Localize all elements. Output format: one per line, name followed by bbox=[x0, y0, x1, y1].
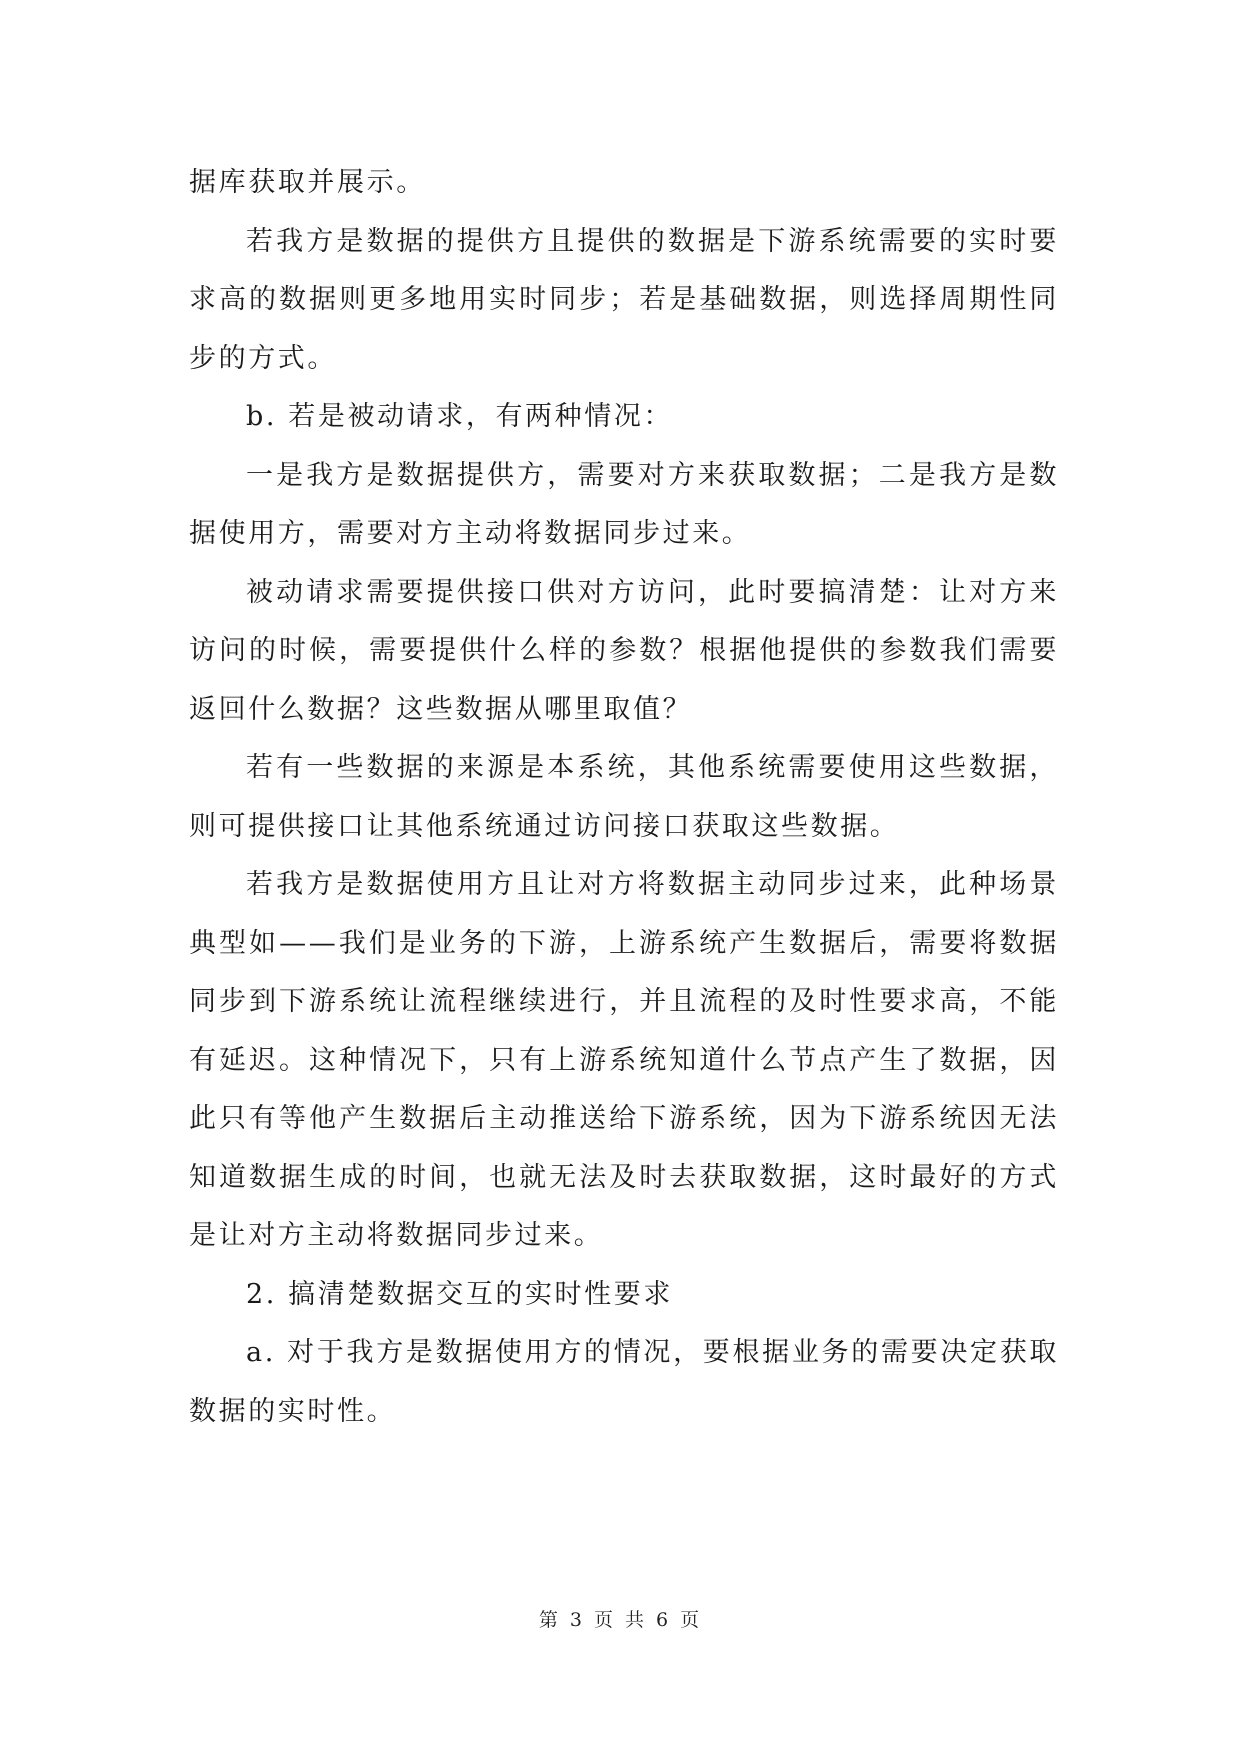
paragraph-8: 2. 搞清楚数据交互的实时性要求 bbox=[246, 1278, 673, 1310]
body-text bbox=[189, 154, 1059, 1441]
page-footer: 第 3 页 共 6 页 bbox=[538, 1609, 703, 1631]
paragraph-4: 一是我方是数据提供方，需要对方来获取数据；二是我方是数据使用方，需要对方主动将数据同步过来。 bbox=[189, 459, 1059, 549]
paragraph-1: 据库获取并展示。 bbox=[189, 167, 426, 198]
paragraph-5: 被动请求需要提供接口供对方访问，此时要搞清楚：让对方来访问的时候，需要提供什么样的参数？根据他提供的参数我们需要返回什么数据？这些数据从哪里取值？ bbox=[189, 576, 1059, 725]
paragraph-2: 若我方是数据的提供方且提供的数据是下游系统需要的实时要求高的数据则更多地用实时同步；若是基础数据，则选择周期性同步的方式。 bbox=[189, 225, 1059, 374]
paragraph-3: b. 若是被动请求，有两种情况： bbox=[246, 401, 674, 432]
paragraph-6: 若有一些数据的来源是本系统，其他系统需要使用这些数据，则可提供接口让其他系统通过访问接口获取这些数据。 bbox=[189, 752, 1059, 842]
paragraph-7: 若我方是数据使用方且让对方将数据主动同步过来，此种场景典型如——我们是业务的下游，上游系统产生数据后，需要将数据同步到下游系统让流程继续进行，并且流程的及时性要求高，不能有延迟。这种情况下，只有上游系统知道什么节点产生了数据，因此只有等他产生数据后主动推送给下游系统，因为下游系统因无法知道数据生成的时间，也就无法及时去获取数据，这时最好的方式是让对方主动将数据同步过来。 bbox=[189, 869, 1059, 1251]
paragraph-9: a. 对于我方是数据使用方的情况，要根据业务的需要决定获取数据的实时性。 bbox=[189, 1337, 1059, 1427]
